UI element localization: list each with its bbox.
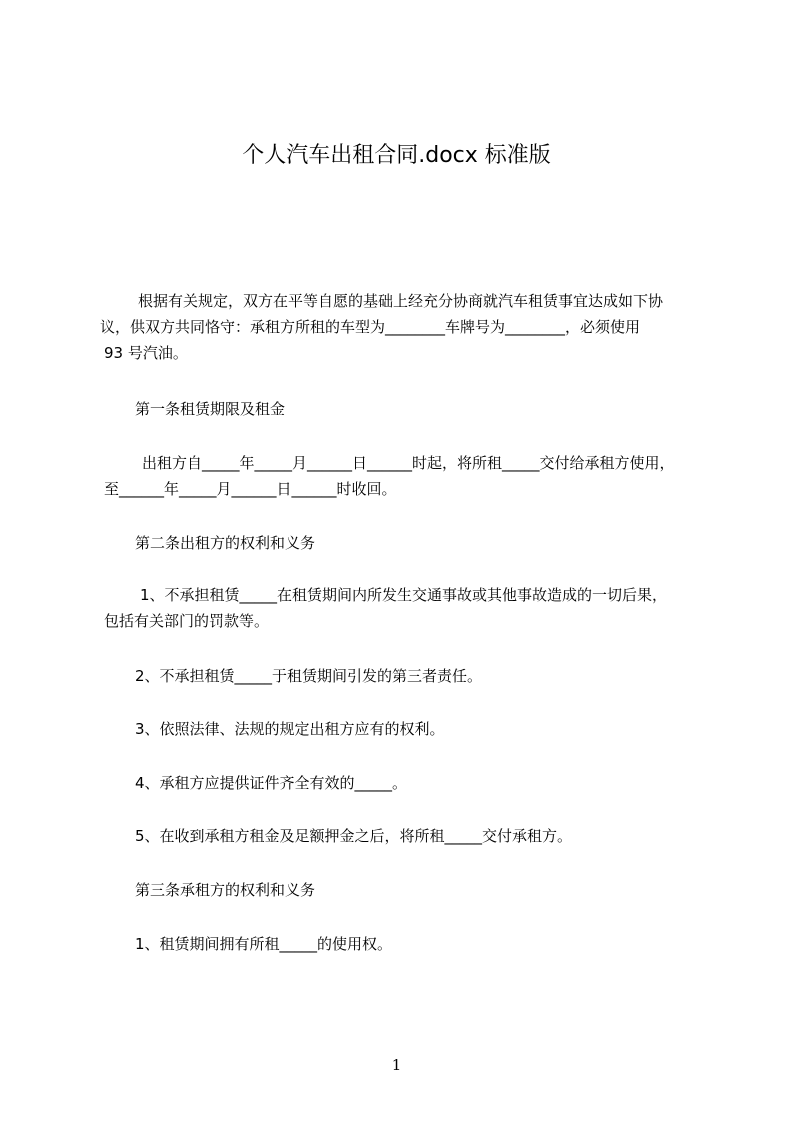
intro-paragraph	[100, 288, 698, 366]
section-2-item-2: 2、不承担租赁_____于租赁期间引发的第三者责任。	[135, 667, 483, 685]
intro-line-1: 根据有关规定，双方在平等自愿的基础上经充分协商就汽车租赁事宜达成如下协	[138, 292, 664, 310]
section-2-item-4: 4、承租方应提供证件齐全有效的_____。	[135, 774, 408, 792]
section-1-heading: 第一条租赁期限及租金	[135, 400, 286, 418]
section-2-item-1	[104, 582, 698, 634]
intro-line-2: 议，供双方共同恪守：承租方所租的车型为________车牌号为________，必须使用	[100, 318, 641, 336]
section-2-heading: 第二条出租方的权利和义务	[135, 534, 316, 552]
section-3-item-1: 1、租赁期间拥有所租_____的使用权。	[135, 935, 393, 953]
section-1-body-line-2: 至______年_____月______日______时收回。	[104, 480, 397, 498]
section-2-item-5: 5、在收到承租方租金及足额押金之后，将所租_____交付承租方。	[135, 827, 573, 845]
section-2-item-1-line-2: 包括有关部门的罚款等。	[104, 612, 270, 630]
section-2-item-3: 3、依照法律、法规的规定出租方应有的权利。	[135, 720, 445, 738]
section-1-body	[104, 450, 698, 502]
page-number: 1	[391, 1056, 402, 1074]
section-2-item-1-line-1: 1、不承担租赁_____在租赁期间内所发生交通事故或其他事故造成的一切后果，	[140, 586, 668, 604]
intro-line-3: 93 号汽油。	[104, 344, 188, 362]
document-title: 个人汽车出租合同.docx 标准版	[242, 143, 551, 168]
section-3-heading: 第三条承租方的权利和义务	[135, 881, 316, 899]
section-1-body-line-1: 出租方自_____年_____月______日______时起，将所租_____交付给承租方使用，	[142, 454, 675, 472]
